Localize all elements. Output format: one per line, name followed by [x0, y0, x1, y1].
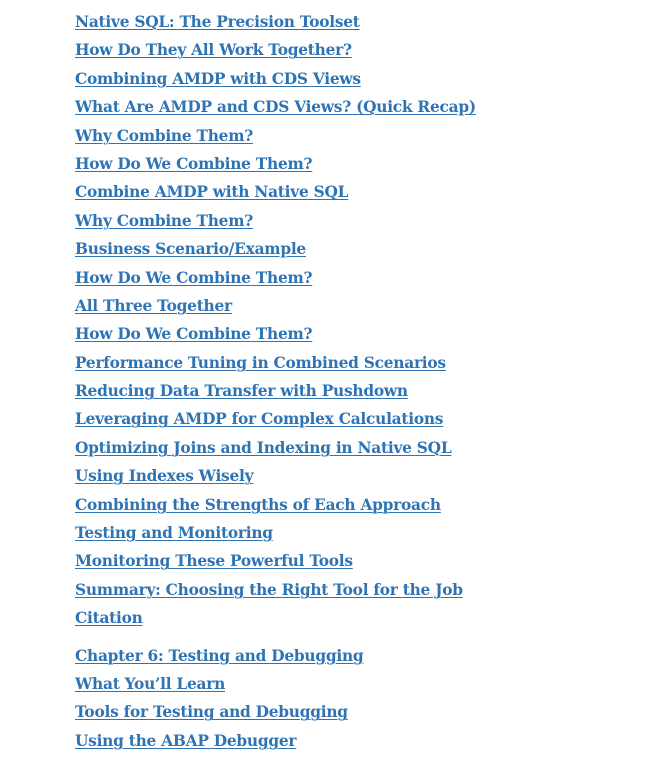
table-of-contents — [75, 10, 476, 757]
toc-link-why-combine-them-2[interactable]: Why Combine Them? — [75, 211, 254, 230]
toc-link-how-do-we-combine-them-3[interactable]: How Do We Combine Them? — [75, 325, 313, 344]
toc-link-all-three-together[interactable]: All Three Together — [75, 296, 232, 315]
toc-link-performance-tuning[interactable]: Performance Tuning in Combined Scenarios — [75, 353, 446, 372]
toc-link-business-scenario-example[interactable]: Business Scenario/Example — [75, 240, 306, 259]
toc-link-optimizing-joins-indexing[interactable]: Optimizing Joins and Indexing in Native SQL — [75, 438, 452, 457]
toc-link-using-indexes-wisely[interactable]: Using Indexes Wisely — [75, 467, 254, 486]
toc-link-combining-strengths[interactable]: Combining the Strengths of Each Approach — [75, 495, 441, 514]
toc-link-why-combine-them-1[interactable]: Why Combine Them? — [75, 126, 254, 145]
toc-link-how-do-we-combine-them-2[interactable]: How Do We Combine Them? — [75, 268, 313, 287]
toc-link-combining-amdp-with-cds-views[interactable]: Combining AMDP with CDS Views — [75, 69, 361, 88]
toc-link-what-youll-learn[interactable]: What You’ll Learn — [75, 674, 226, 693]
toc-link-native-sql-precision-toolset[interactable]: Native SQL: The Precision Toolset — [75, 13, 360, 31]
toc-link-using-abap-debugger[interactable]: Using the ABAP Debugger — [75, 731, 297, 750]
toc-link-monitoring-powerful-tools[interactable]: Monitoring These Powerful Tools — [75, 552, 353, 571]
toc-link-combine-amdp-with-native-sql[interactable]: Combine AMDP with Native SQL — [75, 183, 349, 202]
toc-link-citation[interactable]: Citation — [75, 609, 143, 628]
toc-link-leveraging-amdp-calculations[interactable]: Leveraging AMDP for Complex Calculations — [75, 410, 444, 429]
toc-link-how-do-we-combine-them-1[interactable]: How Do We Combine Them? — [75, 154, 313, 173]
toc-link-testing-and-monitoring[interactable]: Testing and Monitoring — [75, 524, 273, 543]
toc-link-chapter-6-testing-debugging[interactable]: Chapter 6: Testing and Debugging — [75, 646, 364, 665]
toc-link-reducing-data-transfer[interactable]: Reducing Data Transfer with Pushdown — [75, 382, 408, 401]
toc-link-how-do-they-all-work-together[interactable]: How Do They All Work Together? — [75, 41, 352, 60]
toc-link-tools-testing-debugging[interactable]: Tools for Testing and Debugging — [75, 703, 348, 722]
toc-link-what-are-amdp-and-cds-views[interactable]: What Are AMDP and CDS Views? (Quick Recap) — [75, 98, 476, 117]
toc-link-summary-choosing-right-tool[interactable]: Summary: Choosing the Right Tool for the Job — [75, 580, 463, 599]
